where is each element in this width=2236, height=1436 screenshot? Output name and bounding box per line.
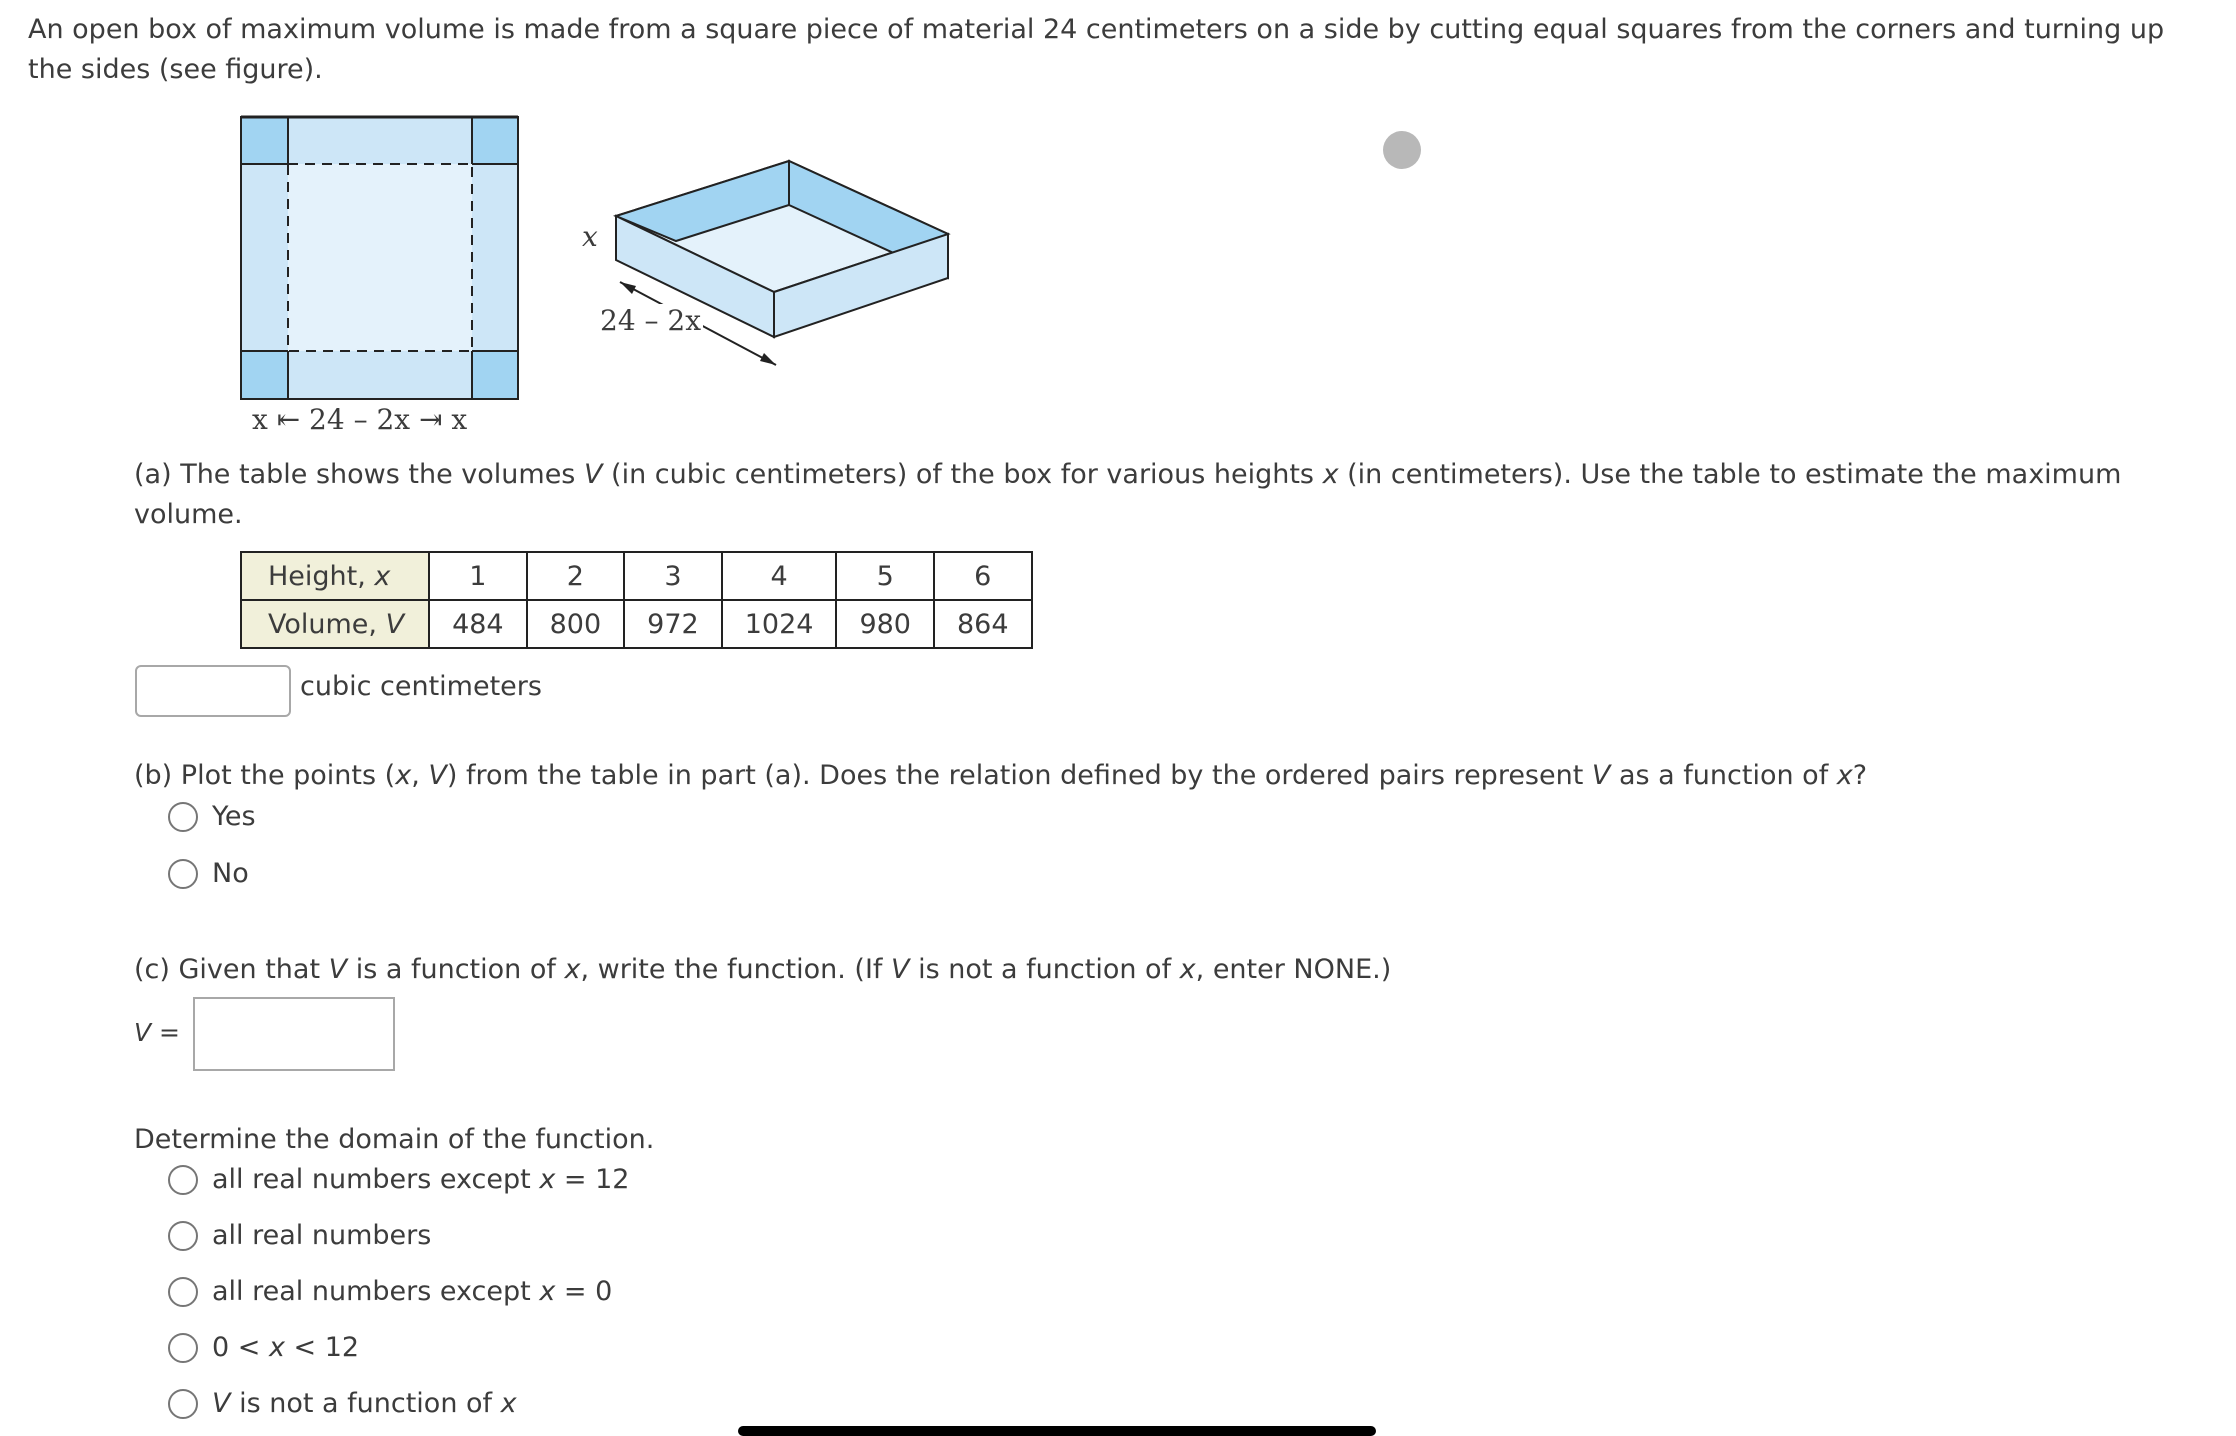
max-volume-input[interactable] (135, 665, 291, 717)
table-cell: 864 (934, 600, 1032, 648)
radio-domain-4[interactable] (168, 1333, 198, 1363)
height-header: Height, x (241, 552, 429, 600)
domain-question: Determine the domain of the function. (134, 1124, 655, 1155)
part-a-question: (a) The table shows the volumes V (in cubic centimeters) of the box for various heights x (in centimeters). Use the table to estimate the maximum volume. (134, 459, 2122, 530)
table-cell: 800 (527, 600, 625, 648)
radio-domain-1[interactable] (168, 1165, 198, 1195)
option-label: all real numbers (212, 1220, 432, 1251)
domain-option-2[interactable] (168, 1216, 431, 1256)
box-height-label: x (582, 220, 598, 253)
option-label: V is not a function of x (212, 1388, 517, 1419)
option-no[interactable] (168, 854, 249, 894)
unit-label: cubic centimeters (300, 671, 542, 702)
radio-domain-2[interactable] (168, 1221, 198, 1251)
table-row (241, 600, 1032, 648)
radio-yes[interactable] (168, 802, 198, 832)
table-row (241, 552, 1032, 600)
table-cell: 3 (624, 552, 722, 600)
option-label: Yes (212, 801, 256, 832)
gray-dot (1383, 131, 1421, 169)
table-cell: 484 (429, 600, 527, 648)
radio-no[interactable] (168, 859, 198, 889)
volume-header: Volume, V (241, 600, 429, 648)
table-cell: 1 (429, 552, 527, 600)
part-b-question: (b) Plot the points (x, V) from the table in part (a). Does the relation defined by the ordered pairs represent V as a function of x? (134, 760, 1868, 791)
flat-sheet-diagram (241, 117, 518, 399)
v-equals-label: V = (134, 1018, 181, 1047)
table-cell: 1024 (722, 600, 837, 648)
flat-dimension-label: x ⇤ 24 – 2x ⇥ x (252, 403, 468, 436)
volume-table (240, 551, 1033, 649)
radio-domain-5[interactable] (168, 1389, 198, 1419)
radio-domain-3[interactable] (168, 1277, 198, 1307)
table-cell: 2 (527, 552, 625, 600)
function-input[interactable] (193, 997, 395, 1071)
part-c-question: (c) Given that V is a function of x, write the function. (If V is not a function of x, enter NONE.) (134, 954, 1392, 985)
option-label: all real numbers except x = 0 (212, 1276, 613, 1307)
domain-option-4[interactable] (168, 1328, 359, 1368)
home-indicator[interactable] (738, 1426, 1376, 1436)
table-cell: 4 (722, 552, 837, 600)
box-base-label: 24 – 2x (600, 304, 702, 337)
table-cell: 972 (624, 600, 722, 648)
box-figure (230, 110, 990, 450)
option-label: 0 < x < 12 (212, 1332, 360, 1363)
option-label: No (212, 858, 249, 889)
table-cell: 6 (934, 552, 1032, 600)
table-cell: 5 (836, 552, 934, 600)
option-label: all real numbers except x = 12 (212, 1164, 630, 1195)
problem-intro: An open box of maximum volume is made from a square piece of material 24 centimeters on a side by cutting equal squares from the corners and turning up the sides (see figure). (28, 14, 2165, 85)
domain-option-5[interactable] (168, 1384, 517, 1424)
option-yes[interactable] (168, 797, 256, 837)
table-cell: 980 (836, 600, 934, 648)
domain-option-3[interactable] (168, 1272, 612, 1312)
domain-option-1[interactable] (168, 1160, 629, 1200)
